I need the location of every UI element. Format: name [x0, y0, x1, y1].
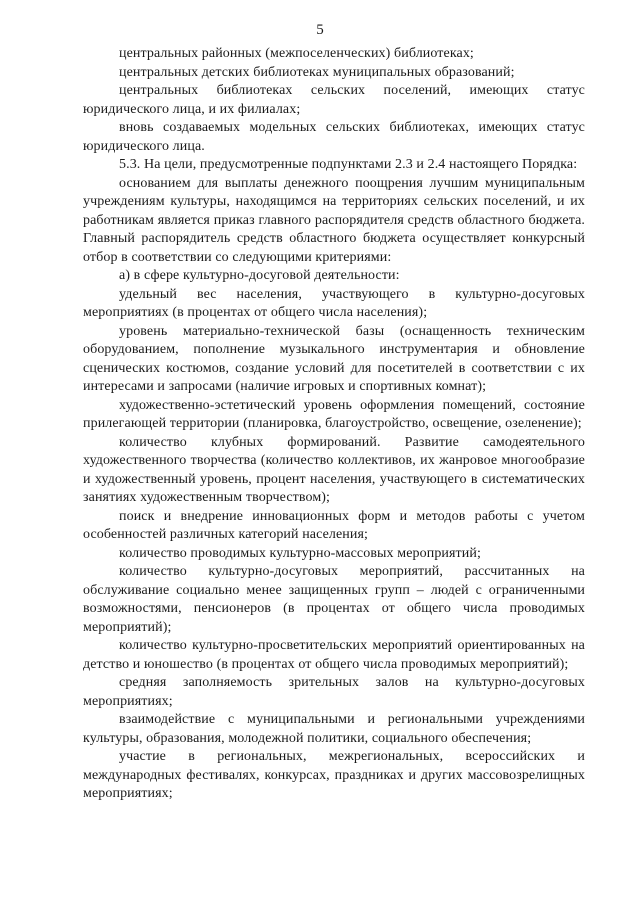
page-number: 5 [316, 22, 324, 38]
paragraph: центральных районных (межпоселенческих) библиотеках; [119, 46, 474, 61]
paragraph: средняя заполняемость зрительных залов на культурно-досуговых мероприятиях; [83, 675, 585, 709]
paragraph: поиск и внедрение инновационных форм и методов работы с учетом особенностей различных категорий населения; [83, 508, 585, 542]
paragraph: количество проводимых культурно-массовых мероприятий; [119, 545, 481, 561]
paragraph: вновь создаваемых модельных сельских библиотеках, имеющих статус юридического лица. [83, 120, 585, 154]
paragraph: количество клубных формирований. Развитие самодеятельного художественного творчества (количество коллективов, их жанровое многообразие и художественный уровень, процент населения, участвующего в систематических занятиях художественным творчеством); [83, 434, 585, 505]
paragraph: художественно-эстетический уровень оформления помещений, состояние прилегающей территории (планировка, благоустройство, освещение, озеленение); [83, 397, 585, 431]
paragraph: основанием для выплаты денежного поощрения лучшим муниципальным учреждениям культуры, находящимся на территориях сельских поселений, и их работникам является приказ главного распорядителя средств областного бюджета. Главный распорядитель средств областного бюджета осуществляет конкурсный отбор в соответствии со следующими критериями: [83, 175, 585, 265]
paragraph: а) в сфере культурно-досуговой деятельности: [119, 268, 400, 283]
document-body [83, 45, 585, 804]
paragraph: удельный вес населения, участвующего в культурно-досуговых мероприятиях (в процентах от общего числа населения); [83, 286, 585, 320]
paragraph: взаимодействие с муниципальными и региональными учреждениями культуры, образования, молодежной политики, социального обеспечения; [83, 712, 585, 746]
paragraph: центральных детских библиотеках муниципальных образований; [119, 64, 515, 80]
paragraph: центральных библиотеках сельских поселений, имеющих статус юридического лица, и их филиалах; [83, 83, 585, 117]
paragraph: количество культурно-досуговых мероприятий, рассчитанных на обслуживание социально менее защищенных групп – людей с ограниченными возможностями, пенсионеров (в процентах от общего числа проводимых мероприятий); [83, 564, 585, 635]
paragraph: количество культурно-просветительских мероприятий ориентированных на детство и юношество (в процентах от общего числа проводимых мероприятий); [83, 638, 585, 672]
paragraph: участие в региональных, межрегиональных, всероссийских и международных фестивалях, конкурсах, праздниках и других массовозрелищных мероприятиях; [83, 749, 585, 801]
paragraph: 5.3. На цели, предусмотренные подпунктами 2.3 и 2.4 настоящего Порядка: [119, 157, 578, 172]
paragraph: уровень материально-технической базы (оснащенность техническим оборудованием, пополнение музыкального инструментария и обновление сценических костюмов, создание условий для посетителей в соответствии с их интересами и запросами (наличие игровых и спортивных комнат); [83, 323, 585, 394]
